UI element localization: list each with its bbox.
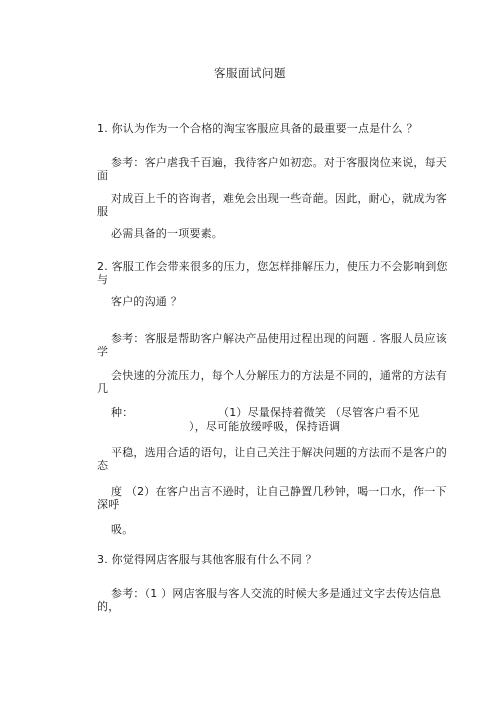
answer-2-line-2: 学 [97, 345, 109, 358]
question-2-line-3: 客户的沟通 ？ [111, 295, 182, 308]
answer-2-line-12: 吸。 [111, 523, 134, 536]
question-3: 3. 你觉得网店客服与其他客服有什么不同 ？ [97, 553, 317, 566]
answer-2-line-11: 深呼 [97, 498, 120, 511]
page-title: 客服面试问题 [214, 66, 286, 80]
answer-3-line-1: 参考：（1 ）网店客服与客人交流的时候大多是通过文字去传达信息 [111, 587, 442, 600]
question-1: 1. 你认为作为一个合格的淘宝客服应具备的最重要一点是什么 ？ [97, 122, 418, 135]
answer-1-line-4: 服 [97, 205, 109, 218]
answer-2-line-8: 平稳，选用合适的语句，让自己关注于解决问题的方法而不是客户的 [111, 446, 447, 459]
answer-2-line-9: 态 [97, 459, 109, 472]
answer-2-line-10: 度 （2）在客户出言不逊时，让自己静置几秒钟，喝一口水，作一下 [111, 485, 447, 498]
answer-1-line-5: 必需具备的一项要素。 [111, 227, 223, 240]
answer-1-line-1: 参考：客户虐我千百遍，我待客户如初恋。对于客服岗位来说，每天 [111, 156, 447, 169]
answer-1-line-2: 面 [97, 169, 109, 182]
answer-2-line-6: （1）尽量保持着微笑 （尽管客户看不见 [218, 406, 420, 419]
question-2-line-1: 2. 客服工作会带来很多的压力，您怎样排解压力，使压力不会影响到您 [97, 260, 448, 273]
answer-1-line-3: 对成百上千的咨询者，难免会出现一些奇葩。因此，耐心，就成为客 [111, 192, 447, 205]
answer-2-line-1: 参考：客服是帮助客户解决产品使用过程出现的问题 . 客服人员应该 [111, 332, 447, 345]
answer-2-line-3: 会快速的分流压力，每个人分解压力的方法是不同的，通常的方法有 [111, 369, 447, 382]
answer-2-line-7: ），尽可能放缓呼吸，保持语调 [189, 420, 341, 433]
question-2-line-2: 与 [97, 273, 109, 286]
answer-2-line-5: 种： [111, 406, 134, 419]
answer-3-line-2: 的， [97, 600, 120, 613]
answer-2-line-4: 几 [97, 382, 109, 395]
